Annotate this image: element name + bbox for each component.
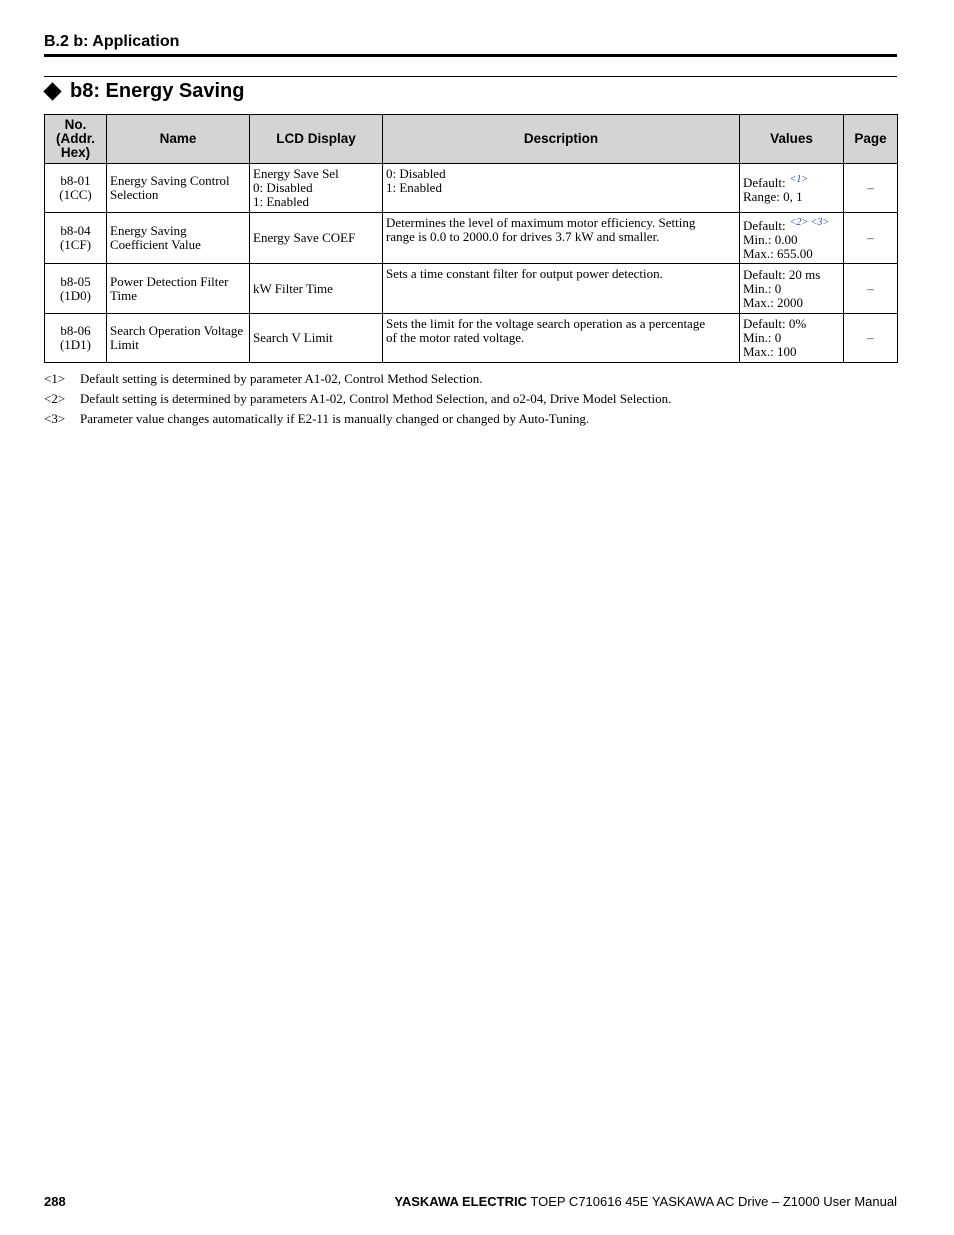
param-name-cell: Power Detection Filter Time	[107, 264, 250, 314]
lcd-display-cell: Energy Save COEF	[250, 213, 383, 264]
page-cell: –	[844, 213, 898, 264]
lcd-display-cell: kW Filter Time	[250, 264, 383, 314]
param-name-cell: Energy Saving Coefficient Value	[107, 213, 250, 264]
table-row	[45, 314, 898, 363]
footer-brand: YASKAWA ELECTRIC	[394, 1194, 528, 1209]
section-title	[42, 80, 245, 103]
table-header-row	[45, 115, 898, 164]
column-header-page: Page	[844, 115, 898, 164]
page-number: 288	[44, 1194, 66, 1209]
header-rule	[44, 54, 897, 57]
param-number-cell: b8-04 (1CF)	[45, 213, 107, 264]
values-cell: Default: $^{<1>}$ Range: 0, 1	[740, 164, 844, 213]
footnote	[44, 389, 671, 409]
description-cell: Sets a time constant filter for output power detection.	[383, 264, 740, 314]
footnote-number: <1>	[44, 371, 66, 386]
values-cell: Default: $^{<2> <3>}$ Min.: 0.00 Max.: 655.00	[740, 213, 844, 264]
table-row	[45, 264, 898, 314]
param-name-cell: Search Operation Voltage Limit	[107, 314, 250, 363]
footnotes	[44, 369, 671, 429]
footnote	[44, 369, 671, 389]
page-cell: –	[844, 314, 898, 363]
footnote-text: Default setting is determined by parameters A1-02, Control Method Selection, and o2-04, Drive Model Selection.	[80, 391, 672, 406]
param-number-cell: b8-01 (1CC)	[45, 164, 107, 213]
table-row	[45, 213, 898, 264]
parameter-table	[44, 114, 898, 363]
lcd-display-cell: Search V Limit	[250, 314, 383, 363]
param-name-cell: Energy Saving Control Selection	[107, 164, 250, 213]
diamond-bullet-icon	[43, 82, 61, 100]
footer-doc-title: TOEP C710616 45E YASKAWA AC Drive – Z1000 User Manual	[527, 1194, 897, 1209]
footnote-text: Default setting is determined by parameter A1-02, Control Method Selection.	[80, 371, 483, 386]
footnote-ref[interactable]: <2> <3>	[789, 216, 830, 228]
param-number-cell: b8-05 (1D0)	[45, 264, 107, 314]
column-header-values: Values	[740, 115, 844, 164]
footer-document-info	[394, 1194, 897, 1209]
footnote	[44, 409, 671, 429]
column-header-lcd: LCD Display	[250, 115, 383, 164]
description-cell: Determines the level of maximum motor efficiency. Setting range is 0.0 to 2000.0 for drives 3.7 kW and smaller.	[383, 213, 740, 264]
footnote-ref[interactable]: <1>	[789, 173, 809, 185]
description-cell: Sets the limit for the voltage search operation as a percentage of the motor rated voltage.	[383, 314, 740, 363]
lcd-display-cell: Energy Save Sel 0: Disabled 1: Enabled	[250, 164, 383, 213]
footnote-text: Parameter value changes automatically if E2-11 is manually changed or changed by Auto-Tuning.	[80, 411, 590, 426]
column-header-description: Description	[383, 115, 740, 164]
column-header-name: Name	[107, 115, 250, 164]
values-cell: Default: 20 ms Min.: 0 Max.: 2000	[740, 264, 844, 314]
title-rule	[44, 76, 897, 77]
table-row	[45, 164, 898, 213]
page-cell: –	[844, 164, 898, 213]
values-cell: Default: 0% Min.: 0 Max.: 100	[740, 314, 844, 363]
param-number-cell: b8-06 (1D1)	[45, 314, 107, 363]
section-title-text: b8: Energy Saving	[70, 80, 245, 102]
description-cell: 0: Disabled 1: Enabled	[383, 164, 740, 213]
section-header: B.2 b: Application	[44, 33, 180, 50]
column-header-no: No. (Addr. Hex)	[45, 115, 107, 164]
footnote-number: <2>	[44, 391, 66, 406]
footnote-number: <3>	[44, 411, 66, 426]
page-cell: –	[844, 264, 898, 314]
